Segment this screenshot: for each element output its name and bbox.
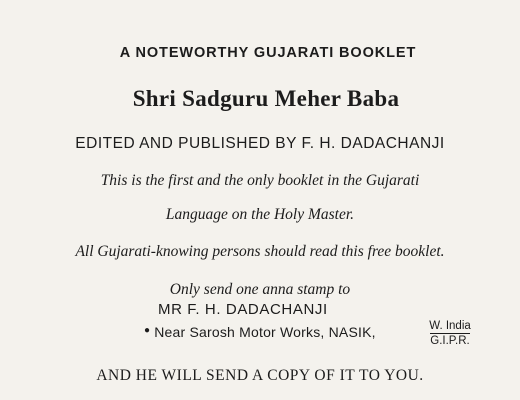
address-name: MR F. H. DADACHANJI [158, 301, 328, 318]
booklet-title: Shri Sadguru Meher Baba [132, 86, 400, 111]
advertisement-heading: A NOTEWORTHY GUJARATI BOOKLET [119, 45, 417, 61]
description-line-3: All Gujarati-knowing persons should read this free booklet. [75, 243, 445, 260]
description-line-1: This is the first and the only booklet in the Gujarati [100, 172, 420, 189]
railway-note [421, 320, 479, 348]
editor-line: EDITED AND PUBLISHED BY F. H. DADACHANJI [75, 135, 445, 152]
send-stamp-line: Only send one anna stamp to [169, 281, 351, 298]
description-line-2: Language on the Holy Master. [165, 206, 355, 223]
address-street-line [144, 324, 376, 340]
address-street: Near Sarosh Motor Works, NASIK, [154, 324, 376, 340]
bullet-mark: ● [144, 325, 151, 336]
railway-line: G.I.P.R. [430, 335, 470, 347]
railway-region: W. India [429, 320, 471, 332]
closing-line: AND HE WILL SEND A COPY OF IT TO YOU. [96, 367, 424, 384]
